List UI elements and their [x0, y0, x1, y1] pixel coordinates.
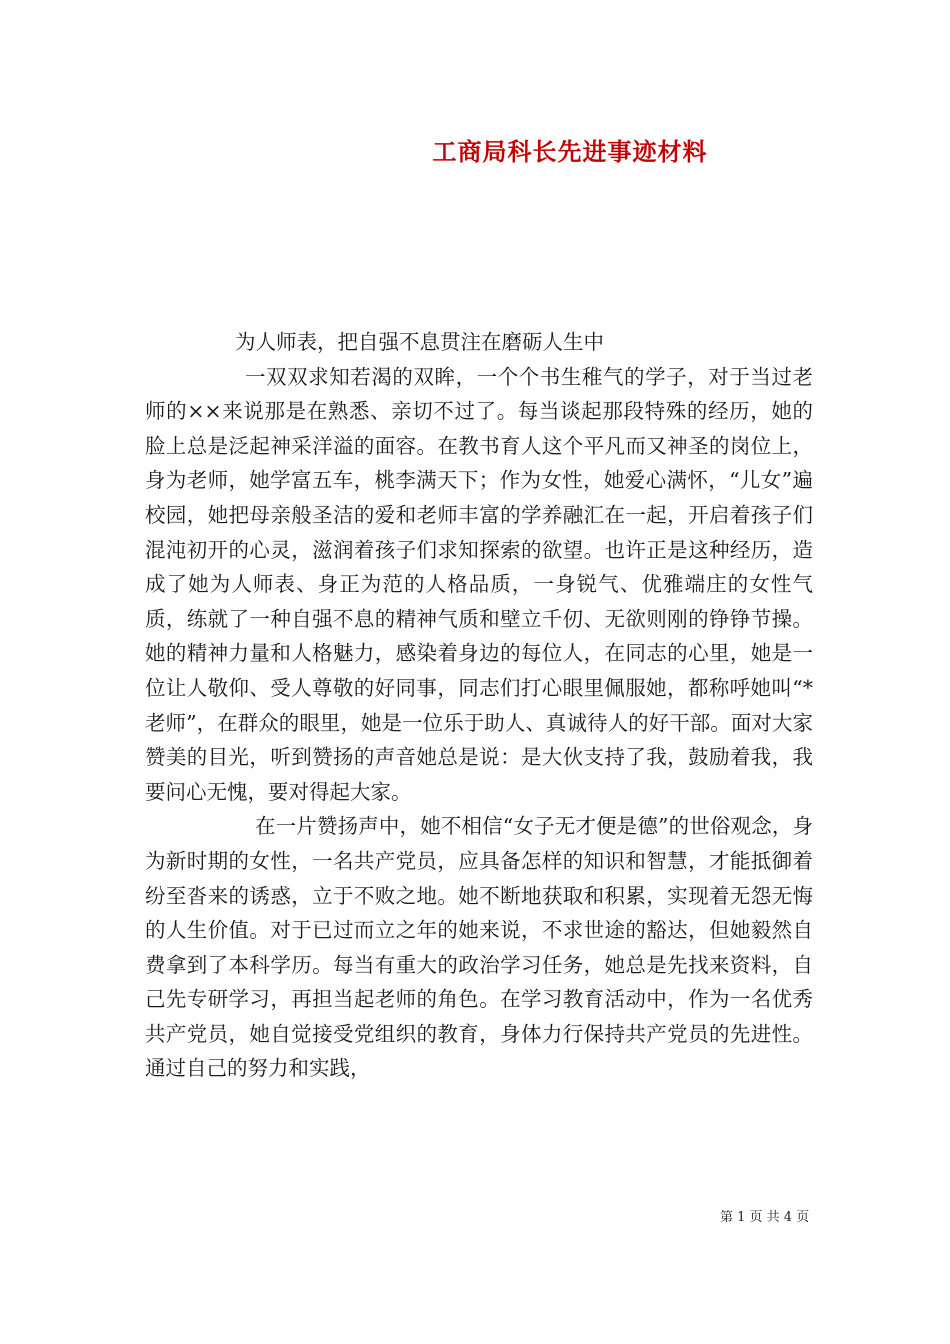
- section-subtitle: 为人师表，把自强不息贯注在磨砺人生中: [235, 330, 604, 354]
- page-footer: 第 1 页 共 4 页: [720, 1210, 810, 1225]
- document-body: [145, 325, 813, 1086]
- paragraph-1: 一双双求知若渴的双眸，一个个书生稚气的学子，对于当过老师的××来说那是在熟悉、亲切不过了。每当谈起那段特殊的经历，她的脸上总是泛起神采洋溢的面容。在教书育人这个平凡而又神圣的岗位上，身为老师，她学富五车，桃李满天下；作为女性，她爱心满怀，“儿女”遍校园，她把母亲般圣洁的爱和老师丰富的学养融汇在一起，开启着孩子们混沌初开的心灵，滋润着孩子们求知探索的欲望。也许正是这种经历，造成了她为人师表、身正为范的人格品质，一身锐气、优雅端庄的女性气质，练就了一种自强不息的精神气质和壁立千仞、无欲则刚的铮铮节操。她的精神力量和人格魅力，感染着身边的每位人，在同志的心里，她是一位让人敬仰、受人尊敬的好同事，同志们打心眼里佩服她，都称呼她叫“*老师”，在群众的眼里，她是一位乐于助人、真诚待人的好干部。面对大家赞美的目光，听到赞扬的声音她总是说：是大伙支持了我，鼓励着我，我要问心无愧，要对得起大家。: [145, 364, 813, 804]
- paragraph-2: 在一片赞扬声中，她不相信“女子无才便是德”的世俗观念，身为新时期的女性，一名共产党员，应具备怎样的知识和智慧，才能抵御着纷至沓来的诱惑，立于不败之地。她不断地获取和积累，实现着无怨无悔的人生价值。对于已过而立之年的她来说，不求世途的豁达，但她毅然自费拿到了本科学历。每当有重大的政治学习任务，她总是先找来资料，自己先专研学习，再担当起老师的角色。在学习教育活动中，作为一名优秀共产党员，她自觉接受党组织的教育，身体力行保持共产党员的先进性。通过自己的努力和实践，: [145, 814, 813, 1081]
- document-title: 工商局科长先进事迹材料: [432, 137, 708, 166]
